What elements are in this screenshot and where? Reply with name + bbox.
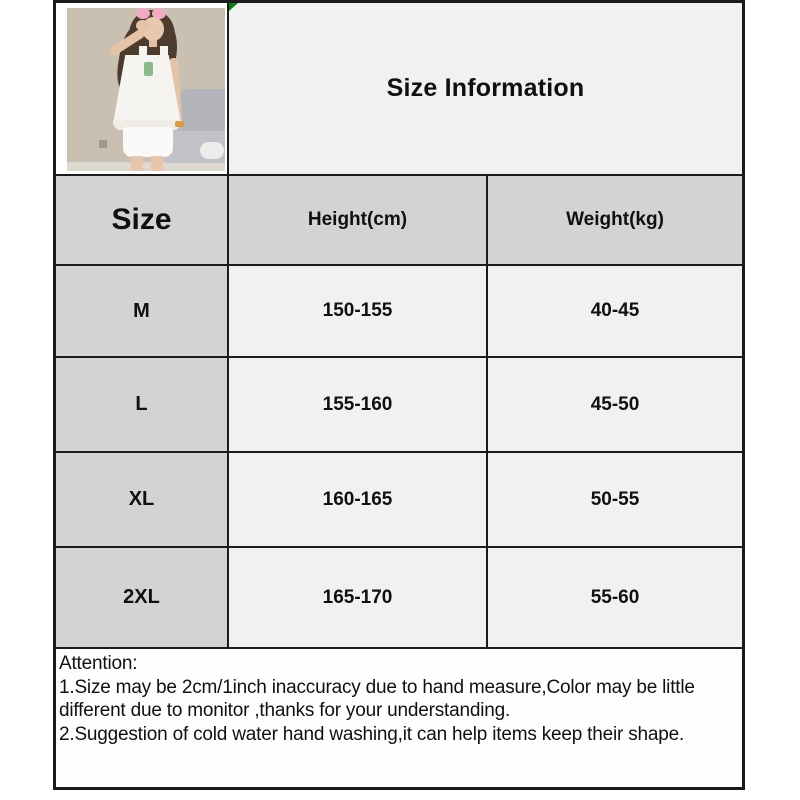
cell-l-weight: 45-50 xyxy=(488,358,742,451)
column-header-weight: Weight(kg) xyxy=(488,176,742,264)
attention-line-2: different due to monitor ,thanks for your understanding. xyxy=(59,700,511,721)
green-corner-marker-icon xyxy=(229,3,238,11)
attention-title: Attention: xyxy=(59,653,138,674)
cell-l-height: 155-160 xyxy=(229,358,486,451)
cell-2xl-height: 165-170 xyxy=(229,548,486,647)
cell-m-height: 150-155 xyxy=(229,266,486,356)
column-header-height: Height(cm) xyxy=(229,176,486,264)
row-label-m: M xyxy=(56,266,227,356)
size-information-title: Size Information xyxy=(386,74,585,102)
row-label-2xl: 2XL xyxy=(56,548,227,647)
photo-floor xyxy=(67,162,225,171)
photo-pillow xyxy=(200,142,224,159)
photo-green-chest-bow xyxy=(144,62,153,76)
photo-model-leg xyxy=(151,156,163,171)
column-header-size: Size xyxy=(56,176,227,264)
size-table xyxy=(53,0,745,790)
attention-line-1: 1.Size may be 2cm/1inch inaccuracy due to hand measure,Color may be little xyxy=(59,676,695,698)
cell-2xl-weight: 55-60 xyxy=(488,548,742,647)
size-information-header-cell xyxy=(229,3,742,174)
product-photo xyxy=(67,8,225,171)
photo-orange-bracelet xyxy=(175,121,184,127)
row-label-xl: XL xyxy=(56,453,227,546)
cell-xl-height: 160-165 xyxy=(229,453,486,546)
photo-model-hand xyxy=(136,20,149,31)
photo-white-shorts xyxy=(123,127,173,157)
photo-wall-switch xyxy=(99,140,107,148)
photo-model-leg xyxy=(131,156,143,171)
cell-xl-weight: 50-55 xyxy=(488,453,742,546)
cell-m-weight: 40-45 xyxy=(488,266,742,356)
row-label-l: L xyxy=(56,358,227,451)
attention-line-3: 2.Suggestion of cold water hand washing,it can help items keep their shape. xyxy=(59,723,685,745)
product-photo-cell xyxy=(56,3,227,174)
attention-notes xyxy=(56,649,742,787)
